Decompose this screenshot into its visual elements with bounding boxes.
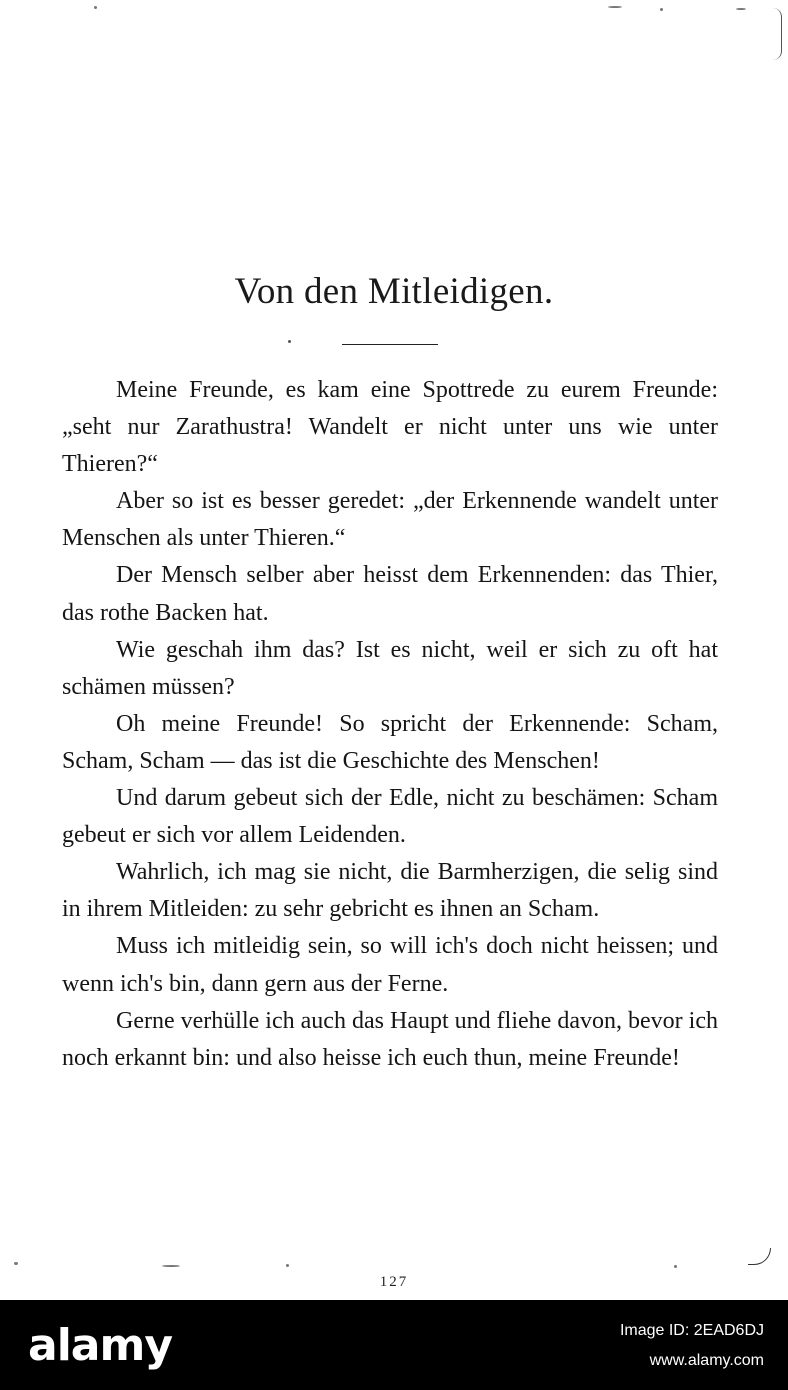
paragraph: Aber so ist es besser geredet: „der Erkennende wandelt unter Menschen als unter Thieren.“ [62,488,718,552]
scan-speck [674,1265,677,1268]
watermark-banner [0,1300,788,1390]
paragraph: Der Mensch selber aber heisst dem Erkennenden: das Thier, das rothe Backen hat. [62,562,718,626]
paragraph: Wie geschah ihm das? Ist es nicht, weil er sich zu oft hat schämen müssen? [62,636,718,700]
paragraph: Wahrlich, ich mag sie nicht, die Barmherzigen, die selig sind in ihrem Mitleiden: zu sehr gebricht es ihnen an Scham. [62,859,718,923]
scan-speck [660,8,663,11]
paragraph: Meine Freunde, es kam eine Spottrede zu eurem Freunde: „seht nur Zarathustra! Wandelt er nicht unter uns wie unter Thieren?“ [62,377,718,478]
paragraph: Muss ich mitleidig sein, so will ich's doch nicht heissen; und wenn ich's bin, dann gern aus der Ferne. [62,933,718,997]
corner-scan-mark [748,1248,771,1265]
alamy-logo: alamy [28,1320,172,1371]
chapter-title: Von den Mitleidigen. [234,271,554,312]
scan-speck [608,6,622,8]
scan-speck [286,1264,289,1267]
title-rule-dot [288,340,291,343]
edge-bracket-mark [773,8,782,60]
scan-speck [162,1265,180,1267]
paragraph: Gerne verhülle ich auch das Haupt und fliehe davon, bevor ich noch erkannt bin: und also heisse ich euch thun, meine Freunde! [62,1007,718,1071]
page-number: 127 [379,1274,409,1290]
watermark-url: www.alamy.com [649,1352,764,1369]
image-id-label: Image ID: 2EAD6DJ [619,1322,764,1339]
paragraph: Oh meine Freunde! So spricht der Erkennende: Scham, Scham, Scham — das ist die Geschichte des Menschen! [62,710,718,774]
scan-speck [94,6,97,9]
scan-speck [736,8,746,10]
scan-speck [14,1262,18,1265]
title-divider-rule [342,344,438,345]
paragraph: Und darum gebeut sich der Edle, nicht zu beschämen: Scham gebeut er sich vor allem Leidenden. [62,785,718,849]
chapter-body [62,372,718,1077]
